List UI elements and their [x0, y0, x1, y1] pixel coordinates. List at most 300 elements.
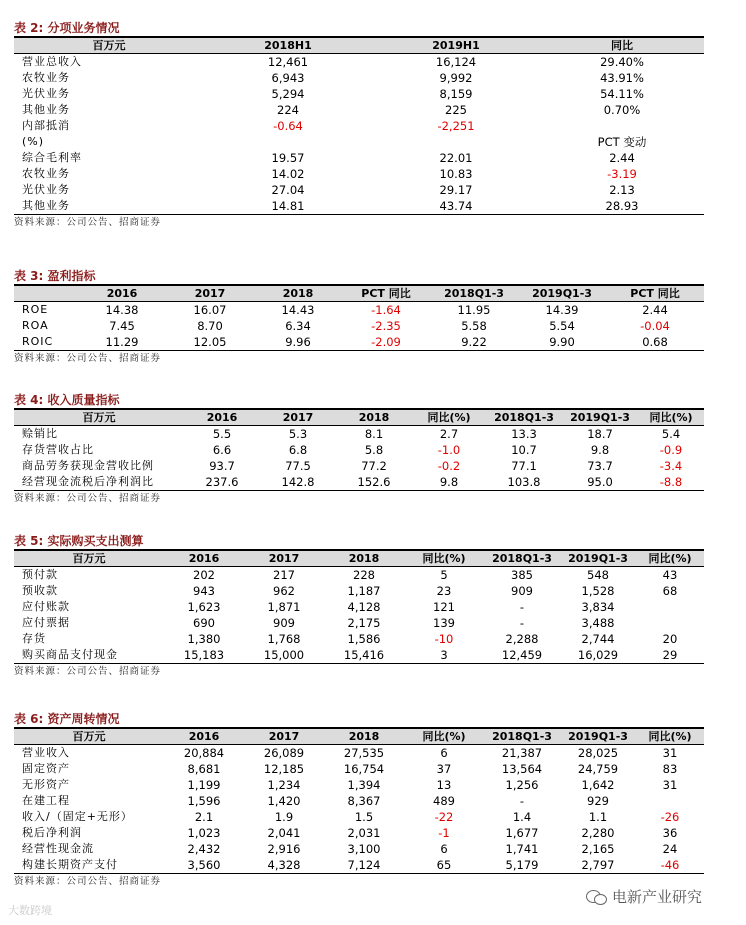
table-cell: 548	[587, 568, 609, 582]
table-cell: 9,992	[439, 71, 473, 85]
row-label: ROE	[22, 303, 49, 316]
table-cell: 1,586	[347, 632, 381, 646]
table-header-row	[14, 550, 704, 567]
row-label: 应付票据	[22, 616, 70, 629]
table-cell: 11.29	[78, 334, 166, 351]
row-label: 内部抵消	[22, 119, 70, 132]
table-cell: 6.34	[285, 319, 311, 333]
source-note: 资料来源：公司公告、招商证券	[14, 353, 162, 364]
table-cell: 2,288	[505, 632, 539, 646]
table-cell: -	[519, 600, 525, 614]
row-label: 光伏业务	[22, 87, 70, 100]
column-header: 同比(%)	[404, 728, 484, 745]
table-cell: 15,416	[324, 647, 404, 664]
table-cell: 6	[440, 842, 448, 856]
table-row	[14, 474, 704, 491]
table-cell: 3,100	[347, 842, 381, 856]
column-header: 2018	[336, 409, 412, 426]
wechat-icon	[586, 888, 608, 906]
table-cell: 0.68	[606, 334, 704, 351]
table-cell: -0.64	[273, 119, 303, 133]
table-cell: 36	[662, 826, 678, 840]
column-header: 2016	[164, 728, 244, 745]
table-cell: 26,089	[263, 746, 305, 760]
table-title: 表 5: 实际购买支出测算	[14, 534, 144, 548]
column-header: 2018	[254, 285, 342, 302]
table-row	[14, 647, 704, 664]
table-row	[14, 442, 704, 458]
table-6	[14, 727, 704, 874]
table-cell: 5.5	[212, 427, 232, 441]
table-cell: 6.6	[212, 443, 232, 457]
table-cell: 8.70	[197, 319, 223, 333]
column-header: 2018	[324, 550, 404, 567]
table-cell: 2,744	[581, 632, 615, 646]
table-cell: 6	[440, 746, 448, 760]
column-header: PCT 同比	[342, 285, 430, 302]
table-title: 表 2: 分项业务情况	[14, 21, 120, 35]
table-cell: 24,759	[577, 762, 619, 776]
source-note: 资料来源：公司公告、招商证券	[14, 876, 162, 887]
table-cell: 5,294	[271, 87, 305, 101]
row-label: 其他业务	[22, 103, 70, 116]
table-cell: 121	[433, 600, 455, 614]
table-cell: -2.35	[371, 319, 401, 333]
table-cell: 5,179	[484, 857, 560, 874]
source-note: 资料来源：公司公告、招商证券	[14, 493, 162, 504]
table-cell: 11.95	[457, 303, 491, 317]
table-cell: -3.19	[607, 167, 637, 181]
table-cell: 1,871	[267, 600, 301, 614]
table-cell: 5.4	[661, 427, 681, 441]
table-cell: 7,124	[324, 857, 404, 874]
column-header: 2019Q1-3	[562, 409, 638, 426]
row-label: 存货营收占比	[22, 443, 94, 456]
table-cell	[372, 134, 540, 150]
table-cell: 27,535	[343, 746, 385, 760]
table-cell: 8,367	[347, 794, 381, 808]
column-header: 同比(%)	[636, 550, 704, 567]
table-cell: 3	[404, 647, 484, 664]
row-label: ROA	[22, 319, 49, 332]
table-cell: 3,488	[581, 616, 615, 630]
table-cell: 2.1	[194, 810, 214, 824]
table-cell: 1.9	[274, 810, 294, 824]
table-cell: 14.43	[281, 303, 315, 317]
table-cell: 2.44	[609, 151, 635, 165]
row-label: 赊销比	[22, 427, 58, 440]
table-cell: 139	[433, 616, 455, 630]
table-5-section	[14, 533, 704, 679]
table-cell: 4,128	[347, 600, 381, 614]
table-cell: 16,124	[435, 55, 477, 69]
column-header: 百万元	[14, 409, 184, 426]
table-row	[14, 761, 704, 777]
row-label: 预收款	[22, 584, 58, 597]
row-label: 固定资产	[22, 762, 70, 775]
table-cell: 152.6	[336, 474, 412, 491]
table-4-section	[14, 392, 704, 506]
table-cell: -1.0	[437, 443, 461, 457]
table-cell: 4,328	[244, 857, 324, 874]
table-cell: 20,884	[183, 746, 225, 760]
table-cell: -1	[438, 826, 450, 840]
column-header: 2019Q1-3	[560, 550, 636, 567]
table-cell: 3,834	[581, 600, 615, 614]
table-cell: 5.58	[461, 319, 487, 333]
table-row	[14, 86, 704, 102]
table-cell: 142.8	[260, 474, 336, 491]
column-header: 2018H1	[204, 37, 372, 54]
table-cell: 16.07	[193, 303, 227, 317]
table-header-row	[14, 37, 704, 54]
table-cell: 29.17	[439, 183, 473, 197]
table-cell: 2,797	[560, 857, 636, 874]
column-header: 同比(%)	[404, 550, 484, 567]
table-cell: 5.3	[288, 427, 308, 441]
table-row	[14, 182, 704, 198]
table-row	[14, 54, 704, 71]
row-label: 其他业务	[14, 198, 204, 215]
column-header: 2019H1	[372, 37, 540, 54]
table-cell: 13.3	[511, 427, 537, 441]
table-cell: 95.0	[562, 474, 638, 491]
table-cell: 489	[433, 794, 455, 808]
table-title: 表 3: 盈利指标	[14, 269, 96, 283]
table-cell: 2,916	[267, 842, 301, 856]
table-cell: 228	[353, 568, 375, 582]
row-label: 税后净利润	[22, 826, 82, 839]
column-header: 2017	[244, 550, 324, 567]
table-title: 表 4: 收入质量指标	[14, 393, 120, 407]
table-cell: 14.38	[105, 303, 139, 317]
table-cell: 28.93	[540, 198, 704, 215]
table-5	[14, 549, 704, 664]
table-cell: 93.7	[209, 459, 235, 473]
table-cell: 28,025	[577, 746, 619, 760]
table-cell: 2.44	[642, 303, 668, 317]
table-cell: -2,251	[437, 119, 475, 133]
table-cell: 6.8	[288, 443, 308, 457]
table-cell: 77.1	[511, 459, 537, 473]
row-label: 营业收入	[22, 746, 70, 759]
row-label: 光伏业务	[22, 183, 70, 196]
column-header: 2018	[324, 728, 404, 745]
table-cell: 1,768	[267, 632, 301, 646]
table-cell: 103.8	[486, 474, 562, 491]
table-cell: 1,234	[267, 778, 301, 792]
table-cell: 27.04	[271, 183, 305, 197]
table-cell: 943	[193, 584, 215, 598]
table-cell: 9.90	[518, 334, 606, 351]
table-cell: 1,623	[187, 600, 221, 614]
table-cell: 68	[662, 584, 678, 598]
row-label: 构建长期资产支付	[14, 857, 164, 874]
column-header: 2016	[184, 409, 260, 426]
row-label: 农牧业务	[22, 71, 70, 84]
table-cell: 43	[662, 568, 678, 582]
table-cell: 13	[436, 778, 452, 792]
table-cell: 1,394	[347, 778, 381, 792]
table-cell: 1,199	[187, 778, 221, 792]
table-cell: -	[519, 616, 525, 630]
table-row	[14, 150, 704, 166]
table-row	[14, 615, 704, 631]
row-label: 应付账款	[22, 600, 70, 613]
row-label: 商品劳务获现金营收比例	[22, 459, 154, 472]
table-cell: 8.1	[364, 427, 384, 441]
table-cell: 65	[404, 857, 484, 874]
table-row	[14, 841, 704, 857]
table-row	[14, 567, 704, 584]
column-header: 百万元	[14, 37, 204, 54]
table-cell: 962	[273, 584, 295, 598]
table-cell: -10	[434, 632, 454, 646]
table-cell: 2,175	[347, 616, 381, 630]
table-3-section	[14, 268, 704, 366]
row-label: 收入/（固定+无形）	[22, 810, 133, 823]
table-cell	[636, 599, 704, 615]
table-cell: 73.7	[587, 459, 613, 473]
table-cell: 225	[445, 103, 467, 117]
table-cell: 8,159	[439, 87, 473, 101]
table-row	[14, 583, 704, 599]
table-row	[14, 318, 704, 334]
row-label: 经营现金流税后净利润比	[14, 474, 184, 491]
table-cell: -2.09	[342, 334, 430, 351]
table-cell: 1,642	[581, 778, 615, 792]
row-label: 综合毛利率	[22, 151, 82, 164]
table-row	[14, 809, 704, 825]
column-header: 2016	[78, 285, 166, 302]
row-label: 营业总收入	[22, 55, 82, 68]
table-cell: 24	[662, 842, 678, 856]
table-header-row	[14, 728, 704, 745]
column-header: 2018Q1-3	[484, 728, 560, 745]
table-cell: 224	[277, 103, 299, 117]
table-cell: 37	[436, 762, 452, 776]
column-header: 2019Q1-3	[518, 285, 606, 302]
table-cell: 217	[273, 568, 295, 582]
table-row	[14, 426, 704, 443]
row-label: 预付款	[22, 568, 58, 581]
table-row	[14, 631, 704, 647]
table-row	[14, 745, 704, 762]
table-cell: 909	[511, 584, 533, 598]
table-cell: 10.7	[511, 443, 537, 457]
table-cell: 2,432	[187, 842, 221, 856]
table-cell: 13,564	[501, 762, 543, 776]
table-cell: 9.8	[412, 474, 486, 491]
table-header-row	[14, 409, 704, 426]
table-header-row	[14, 285, 704, 302]
table-cell: 16,754	[343, 762, 385, 776]
table-cell: 12.05	[166, 334, 254, 351]
table-cell: 2,165	[581, 842, 615, 856]
column-header	[14, 285, 78, 302]
table-cell: 9.96	[254, 334, 342, 351]
table-cell: 83	[662, 762, 678, 776]
column-header: 同比(%)	[636, 728, 704, 745]
column-header: 百万元	[14, 550, 164, 567]
table-cell: 5.54	[549, 319, 575, 333]
column-header: 2016	[164, 550, 244, 567]
column-header: PCT 同比	[606, 285, 704, 302]
column-header: 2018Q1-3	[484, 550, 560, 567]
table-cell: 14.39	[545, 303, 579, 317]
table-cell: 5.8	[364, 443, 384, 457]
table-cell: -3.4	[659, 459, 683, 473]
table-cell: 385	[511, 568, 533, 582]
table-cell: 12,185	[263, 762, 305, 776]
table-cell: 7.45	[109, 319, 135, 333]
table-cell: -26	[660, 810, 680, 824]
table-cell: -0.9	[659, 443, 683, 457]
table-cell: 14.81	[204, 198, 372, 215]
table-cell: -0.2	[437, 459, 461, 473]
table-cell: 31	[662, 778, 678, 792]
table-cell	[540, 118, 704, 134]
table-cell: 77.5	[285, 459, 311, 473]
table-cell: -	[519, 794, 525, 808]
table-cell: 29.40%	[600, 55, 644, 69]
table-row	[14, 102, 704, 118]
table-cell: 19.57	[271, 151, 305, 165]
column-header: 2018Q1-3	[430, 285, 518, 302]
table-cell: 1.1	[588, 810, 608, 824]
table-cell: 1,256	[505, 778, 539, 792]
table-cell: 18.7	[587, 427, 613, 441]
table-cell: 1,023	[187, 826, 221, 840]
table-cell: -8.8	[638, 474, 704, 491]
table-cell: 15,000	[244, 647, 324, 664]
column-header: 百万元	[14, 728, 164, 745]
table-cell: 1.5	[354, 810, 374, 824]
table-cell: 15,183	[164, 647, 244, 664]
table-cell: 8,681	[187, 762, 221, 776]
table-cell: 1,380	[187, 632, 221, 646]
table-cell: 31	[662, 746, 678, 760]
table-row	[14, 118, 704, 134]
table-cell: 14.02	[271, 167, 305, 181]
table-cell: 0.70%	[603, 103, 641, 117]
column-header: 2018Q1-3	[486, 409, 562, 426]
table-cell	[636, 615, 704, 631]
table-row	[14, 458, 704, 474]
table-row	[14, 857, 704, 874]
table-cell: 9.8	[590, 443, 610, 457]
table-cell: 77.2	[361, 459, 387, 473]
table-cell: 1,596	[187, 794, 221, 808]
column-header: 2019Q1-3	[560, 728, 636, 745]
table-cell: -1.64	[371, 303, 401, 317]
table-cell: 237.6	[184, 474, 260, 491]
table-2	[14, 36, 704, 215]
table-row	[14, 302, 704, 319]
watermark-right-label: 电新产业研究	[612, 888, 703, 906]
table-cell: 1,677	[505, 826, 539, 840]
table-title: 表 6: 资产周转情况	[14, 712, 120, 726]
table-cell: 1,420	[267, 794, 301, 808]
table-4	[14, 408, 704, 491]
table-row	[14, 777, 704, 793]
watermark-right	[586, 886, 702, 907]
table-cell: -22	[434, 810, 454, 824]
row-label: 购买商品支付现金	[14, 647, 164, 664]
table-cell: 1,187	[347, 584, 381, 598]
table-3	[14, 284, 704, 351]
column-header: 同比	[540, 37, 704, 54]
row-label: (%)	[22, 135, 45, 148]
table-cell: 10.83	[439, 167, 473, 181]
column-header: 同比(%)	[412, 409, 486, 426]
table-cell: 1,741	[505, 842, 539, 856]
table-row	[14, 334, 704, 351]
table-row	[14, 793, 704, 809]
table-row	[14, 198, 704, 215]
table-cell: 5	[440, 568, 448, 582]
row-label: 在建工程	[22, 794, 70, 807]
table-row	[14, 599, 704, 615]
table-cell: 43.91%	[600, 71, 644, 85]
table-cell: 2.13	[609, 183, 635, 197]
row-label: 存货	[22, 632, 46, 645]
table-cell: 9.22	[430, 334, 518, 351]
table-cell: 54.11%	[600, 87, 644, 101]
table-cell: 909	[273, 616, 295, 630]
row-label: 无形资产	[22, 778, 70, 791]
source-note: 资料来源：公司公告、招商证券	[14, 666, 162, 677]
table-cell: 1.4	[512, 810, 532, 824]
row-label: 经营性现金流	[22, 842, 94, 855]
table-cell: 43.74	[372, 198, 540, 215]
table-cell: 2,031	[347, 826, 381, 840]
table-cell: -46	[636, 857, 704, 874]
table-cell: -0.04	[640, 319, 670, 333]
table-cell: 12,459	[484, 647, 560, 664]
table-row	[14, 70, 704, 86]
table-cell: 2,280	[581, 826, 615, 840]
table-6-section	[14, 711, 704, 889]
table-2-section	[14, 20, 704, 230]
table-cell: 21,387	[501, 746, 543, 760]
row-label: ROIC	[14, 334, 78, 351]
table-cell: 3,560	[164, 857, 244, 874]
table-cell: 12,461	[267, 55, 309, 69]
table-row	[14, 134, 704, 150]
table-cell	[204, 134, 372, 150]
table-row	[14, 166, 704, 182]
table-cell: 29	[636, 647, 704, 664]
row-label: 农牧业务	[22, 167, 70, 180]
table-cell: 6,943	[271, 71, 305, 85]
table-cell: 20	[662, 632, 678, 646]
table-cell: 22.01	[439, 151, 473, 165]
table-cell: PCT 变动	[597, 135, 647, 149]
table-cell: 2.7	[439, 427, 459, 441]
column-header: 2017	[244, 728, 324, 745]
table-row	[14, 825, 704, 841]
table-cell: 2,041	[267, 826, 301, 840]
watermark-left: 大数跨境	[8, 904, 52, 917]
table-cell: 202	[193, 568, 215, 582]
table-cell: 16,029	[560, 647, 636, 664]
source-note: 资料来源：公司公告、招商证券	[14, 217, 162, 228]
column-header: 2017	[166, 285, 254, 302]
table-cell	[636, 793, 704, 809]
table-cell: 929	[587, 794, 609, 808]
table-cell: 23	[436, 584, 452, 598]
